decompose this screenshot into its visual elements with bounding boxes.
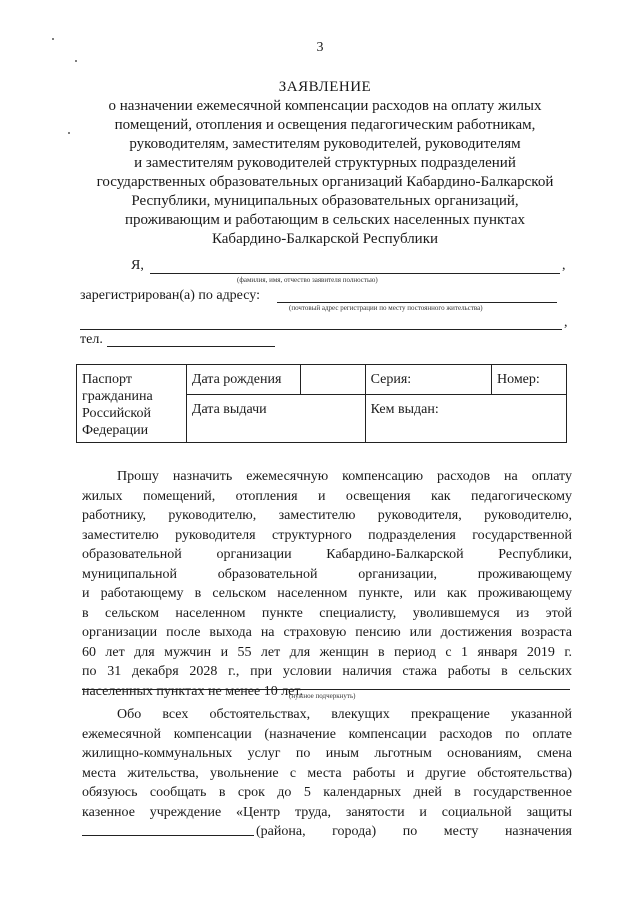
paragraph-line: ежемесячной компенсации (назначение компенсации расходов по оплате	[82, 726, 572, 742]
district-field[interactable]	[82, 835, 254, 836]
name-field[interactable]	[150, 273, 560, 274]
document-title	[60, 78, 590, 249]
obligation-last-line	[256, 822, 572, 842]
title-line: государственных образовательных организаций Кабардино-Балкарской	[96, 174, 554, 190]
paragraph-line: жилищно-коммунальных услуг по иным льготным основаниям, смена	[82, 746, 572, 761]
page-number: 3	[316, 40, 324, 55]
passport-doc-line: Российской	[82, 406, 151, 421]
title-line: проживающим и работающим в сельских населенных пунктах	[124, 212, 526, 228]
passport-doc-cell	[77, 365, 187, 443]
address-comma: ,	[564, 315, 568, 330]
paragraph-line: в сельском населенном пункте специалисту, уволившемуся из этой	[82, 605, 572, 621]
hint-underline: (нужное подчеркнуть)	[289, 692, 356, 700]
passport-doc-line: гражданина	[82, 389, 153, 404]
paragraph-line: населенных пунктах не менее 10 лет.	[82, 683, 303, 699]
paragraph-line: (района, города) по месту назначения	[256, 824, 572, 839]
passport-doc-line: Паспорт	[82, 372, 132, 387]
paragraph-line: по 31 декабря 2028 г., при условии наличия стажа работы в сельских	[82, 664, 572, 679]
title-line: и заместителям руководителей структурных подразделений	[134, 155, 516, 171]
paragraph-line: заместителю руководителя структурного подразделения государственной	[82, 527, 572, 543]
label-phone: тел.	[80, 332, 103, 347]
issued-by-label: Кем выдан:	[365, 395, 566, 443]
paragraph-line: жилых помещений, отопления и освещения как педагогическому	[82, 488, 572, 504]
paragraph-line: казенное учреждение «Центр труда, занятости и социальной защиты	[82, 804, 572, 820]
obligation-paragraph	[82, 705, 572, 822]
hint-name: (фамилия, имя, отчество заявителя полностью)	[237, 276, 378, 284]
paragraph-line: образовательной организации Кабардино-Балкарской Республики,	[82, 547, 572, 562]
birth-date-label: Дата рождения	[186, 365, 300, 395]
paragraph-line: обязуюсь сообщать в срок до 5 календарных дней в государственное	[82, 785, 572, 800]
number-label: Номер:	[491, 365, 566, 395]
label-registered: зарегистрирован(а) по адресу:	[80, 288, 260, 303]
label-i: Я,	[131, 258, 144, 273]
underline-choice-field[interactable]	[82, 689, 570, 690]
birth-date-value[interactable]	[300, 365, 365, 395]
paragraph-line: и работающему в сельском населенном пункте, или как проживающему	[82, 586, 572, 601]
title-line: помещений, отопления и освещения педагогическим работникам,	[114, 117, 536, 133]
scan-speck	[75, 60, 77, 62]
paragraph-line: организации после выхода на страховую пенсию или достижения возраста	[82, 625, 572, 640]
title-line: Кабардино-Балкарской Республики	[211, 231, 439, 247]
paragraph-line: муниципальной образовательной организации, проживающему	[82, 566, 572, 582]
address-field-continued[interactable]	[80, 329, 562, 330]
paragraph-line: 60 лет для мужчин и 55 лет для женщин в период с 1 января 2019 г.	[82, 644, 572, 660]
hint-address: (почтовый адрес регистрации по месту постоянного жительства)	[289, 304, 483, 312]
series-label: Серия:	[365, 365, 491, 395]
title-line: руководителям, заместителям руководителей, руководителям	[129, 136, 521, 152]
address-field[interactable]	[277, 302, 557, 303]
issue-date-label: Дата выдачи	[186, 395, 365, 443]
paragraph-line: места жительства, увольнение с места работы и другие обстоятельства)	[82, 765, 572, 781]
passport-table	[76, 364, 567, 443]
paragraph-line: Обо всех обстоятельствах, влекущих прекращение указанной	[117, 707, 572, 722]
request-paragraph	[82, 467, 572, 701]
phone-field[interactable]	[107, 346, 275, 347]
title-heading: ЗАЯВЛЕНИЕ	[278, 79, 372, 95]
title-line: о назначении ежемесячной компенсации расходов на оплату жилых	[108, 98, 542, 114]
name-comma: ,	[562, 258, 566, 273]
paragraph-line: Прошу назначить ежемесячную компенсацию расходов на оплату	[117, 469, 572, 484]
title-line: Республики, муниципальных образовательных организаций,	[131, 193, 519, 209]
paragraph-line: работнику, руководителю, заместителю руководителя, руководителю,	[82, 508, 572, 523]
passport-doc-line: Федерации	[82, 423, 149, 438]
